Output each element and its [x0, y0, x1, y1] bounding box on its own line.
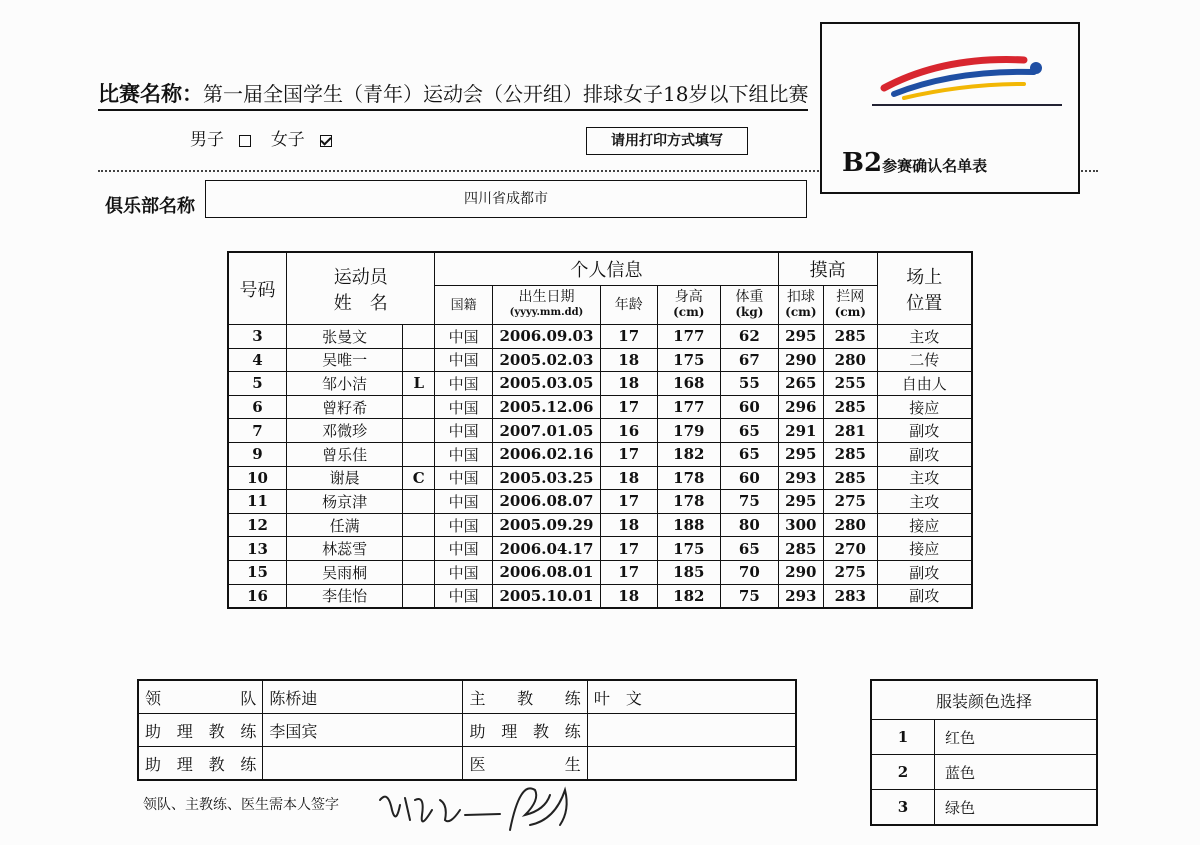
leader-label: 领队: [138, 680, 263, 714]
competition-name: 第一届全国学生（青年）运动会（公开组）排球女子18岁以下组比赛: [203, 82, 809, 106]
player-height: 185: [657, 560, 721, 584]
player-number: 7: [228, 419, 287, 443]
assistant-coach-label: 助理教练: [463, 714, 587, 747]
table-row: [228, 325, 972, 349]
player-number: 6: [228, 395, 287, 419]
player-spike: 295: [778, 442, 823, 466]
player-weight: 67: [721, 348, 779, 372]
uniform-option-color: 绿色: [935, 790, 1098, 826]
uniform-option-number: 2: [871, 755, 935, 790]
uniform-option-row[interactable]: [871, 790, 1097, 826]
header-spike: [778, 286, 823, 325]
doctor-name-field[interactable]: [587, 747, 796, 781]
handwritten-signature-icon: [370, 770, 590, 840]
gender-selection: [190, 125, 346, 150]
player-number: 12: [228, 513, 287, 537]
player-height: 178: [657, 466, 721, 490]
player-weight: 70: [721, 560, 779, 584]
player-number: 11: [228, 490, 287, 514]
player-role: C: [403, 466, 435, 490]
player-position: 接应: [877, 537, 972, 561]
player-role: [403, 395, 435, 419]
player-spike: 293: [778, 466, 823, 490]
player-nationality: 中国: [435, 560, 493, 584]
doctor-label: 医生: [463, 747, 587, 781]
table-row: [228, 537, 972, 561]
leader-name-field[interactable]: 陈桥迪: [263, 680, 463, 714]
head-coach-label: 主教练: [463, 680, 587, 714]
player-weight: 62: [721, 325, 779, 349]
player-age: 18: [600, 348, 657, 372]
header-athlete-line1: 运动员: [333, 266, 388, 288]
assistant-coach-label: 助理教练: [138, 747, 263, 781]
player-position: 主攻: [877, 466, 972, 490]
header-athlete: [287, 252, 435, 325]
player-height: 178: [657, 490, 721, 514]
competition-title: [98, 78, 808, 111]
player-age: 16: [600, 419, 657, 443]
player-dob: 2006.04.17: [492, 537, 600, 561]
header-position-line1: 场上: [906, 266, 943, 288]
player-age: 17: [600, 442, 657, 466]
player-age: 18: [600, 372, 657, 396]
player-weight: 80: [721, 513, 779, 537]
table-row: [228, 490, 972, 514]
table-row: [228, 560, 972, 584]
player-block: 281: [824, 419, 878, 443]
player-role: L: [403, 372, 435, 396]
player-role: [403, 560, 435, 584]
player-weight: 75: [721, 490, 779, 514]
uniform-option-row[interactable]: [871, 720, 1097, 755]
form-title-text: 参赛确认名单表: [882, 157, 988, 175]
player-height: 188: [657, 513, 721, 537]
player-height: 179: [657, 419, 721, 443]
uniform-option-number: 3: [871, 790, 935, 826]
player-weight: 60: [721, 466, 779, 490]
player-nationality: 中国: [435, 372, 493, 396]
player-age: 17: [600, 395, 657, 419]
header-position-line2: 位置: [906, 292, 943, 314]
staff-row: [138, 714, 796, 747]
uniform-title: 服装颜色选择: [871, 680, 1097, 720]
assistant-coach-3-field[interactable]: [587, 714, 796, 747]
player-role: [403, 537, 435, 561]
player-block: 285: [824, 442, 878, 466]
uniform-option-color: 蓝色: [935, 755, 1098, 790]
player-number: 9: [228, 442, 287, 466]
player-nationality: 中国: [435, 490, 493, 514]
player-role: [403, 419, 435, 443]
uniform-option-number: 1: [871, 720, 935, 755]
header-nationality: 国籍: [435, 286, 493, 325]
player-nationality: 中国: [435, 419, 493, 443]
print-note: 请用打印方式填写: [586, 127, 748, 155]
player-block: 255: [824, 372, 878, 396]
player-height: 168: [657, 372, 721, 396]
player-height: 175: [657, 348, 721, 372]
player-role: [403, 584, 435, 608]
player-nationality: 中国: [435, 442, 493, 466]
player-spike: 290: [778, 348, 823, 372]
player-dob: 2007.01.05: [492, 419, 600, 443]
player-role: [403, 513, 435, 537]
player-role: [403, 490, 435, 514]
header-birth-date-format: (yyyy.mm.dd): [509, 307, 584, 318]
player-block: 270: [824, 537, 878, 561]
player-number: 15: [228, 560, 287, 584]
player-position: 副攻: [877, 560, 972, 584]
player-spike: 295: [778, 325, 823, 349]
player-position: 副攻: [877, 419, 972, 443]
player-block: 285: [824, 466, 878, 490]
player-nationality: 中国: [435, 513, 493, 537]
player-role: [403, 348, 435, 372]
player-spike: 296: [778, 395, 823, 419]
table-row: [228, 442, 972, 466]
player-name: 杨京津: [287, 490, 403, 514]
player-position: 接应: [877, 395, 972, 419]
male-label: 男子: [190, 130, 224, 150]
male-checkbox[interactable]: [239, 135, 251, 147]
player-spike: 295: [778, 490, 823, 514]
player-dob: 2005.03.05: [492, 372, 600, 396]
staff-row: [138, 680, 796, 714]
player-number: 13: [228, 537, 287, 561]
player-weight: 75: [721, 584, 779, 608]
player-number: 3: [228, 325, 287, 349]
player-weight: 65: [721, 537, 779, 561]
club-label: 俱乐部名称: [105, 196, 195, 217]
player-dob: 2006.09.03: [492, 325, 600, 349]
header-personal-info: 个人信息: [435, 252, 778, 286]
header-weight-unit: (kg): [735, 305, 764, 319]
player-name: 任满: [287, 513, 403, 537]
player-dob: 2005.12.06: [492, 395, 600, 419]
female-checkbox[interactable]: [320, 135, 332, 147]
player-height: 177: [657, 325, 721, 349]
player-dob: 2006.02.16: [492, 442, 600, 466]
player-role: [403, 325, 435, 349]
player-height: 177: [657, 395, 721, 419]
table-row: [228, 466, 972, 490]
form-title: [842, 148, 987, 178]
header-weight-label: 体重: [735, 289, 764, 305]
uniform-header-row: [871, 680, 1097, 720]
table-row: [228, 395, 972, 419]
header-block: [824, 286, 878, 325]
player-name: 李佳怡: [287, 584, 403, 608]
header-spike-unit: (cm): [785, 305, 817, 319]
player-weight: 65: [721, 419, 779, 443]
player-weight: 60: [721, 395, 779, 419]
player-position: 副攻: [877, 584, 972, 608]
female-label: 女子: [270, 130, 305, 150]
player-spike: 291: [778, 419, 823, 443]
player-dob: 2005.02.03: [492, 348, 600, 372]
player-nationality: 中国: [435, 466, 493, 490]
table-row: [228, 348, 972, 372]
player-spike: 285: [778, 537, 823, 561]
player-spike: 265: [778, 372, 823, 396]
player-position: 主攻: [877, 325, 972, 349]
player-block: 275: [824, 490, 878, 514]
player-height: 182: [657, 584, 721, 608]
player-age: 17: [600, 560, 657, 584]
player-block: 280: [824, 513, 878, 537]
uniform-option-color: 红色: [935, 720, 1098, 755]
player-dob: 2005.09.29: [492, 513, 600, 537]
player-height: 182: [657, 442, 721, 466]
table-row: [228, 513, 972, 537]
player-age: 18: [600, 513, 657, 537]
player-dob: 2006.08.07: [492, 490, 600, 514]
player-position: 二传: [877, 348, 972, 372]
header-block-label: 拦网: [836, 289, 865, 305]
header-athlete-line2: 姓 名: [333, 292, 388, 314]
header-height-label: 身高: [674, 289, 703, 305]
roster-body: [228, 325, 972, 609]
player-nationality: 中国: [435, 395, 493, 419]
player-number: 10: [228, 466, 287, 490]
player-spike: 290: [778, 560, 823, 584]
logo-underline: [872, 104, 1062, 106]
table-row: [228, 419, 972, 443]
player-name: 邹小洁: [287, 372, 403, 396]
header-number: 号码: [228, 252, 287, 325]
header-birth-date-label: 出生日期: [518, 289, 575, 305]
player-height: 175: [657, 537, 721, 561]
roster-table: [227, 251, 973, 609]
player-age: 18: [600, 584, 657, 608]
header-reach: 摸高: [778, 252, 877, 286]
player-name: 邓微珍: [287, 419, 403, 443]
player-number: 16: [228, 584, 287, 608]
table-row: [228, 584, 972, 608]
club-name-field[interactable]: 四川省成都市: [205, 180, 807, 218]
player-name: 曾乐佳: [287, 442, 403, 466]
assistant-coach-1-field[interactable]: 李国宾: [263, 714, 463, 747]
player-nationality: 中国: [435, 348, 493, 372]
player-position: 主攻: [877, 490, 972, 514]
player-block: 283: [824, 584, 878, 608]
header-position: [877, 252, 972, 325]
player-spike: 293: [778, 584, 823, 608]
player-dob: 2005.03.25: [492, 466, 600, 490]
form-code: B2: [842, 148, 883, 178]
player-name: 曾籽希: [287, 395, 403, 419]
player-nationality: 中国: [435, 584, 493, 608]
player-role: [403, 442, 435, 466]
staff-table: [137, 679, 797, 781]
games-logo-icon: [874, 48, 1054, 106]
player-spike: 300: [778, 513, 823, 537]
player-block: 285: [824, 325, 878, 349]
signature-note: 领队、主教练、医生需本人签字: [143, 797, 339, 813]
player-nationality: 中国: [435, 325, 493, 349]
header-age: 年龄: [600, 286, 657, 325]
player-number: 5: [228, 372, 287, 396]
header-block-unit: (cm): [834, 305, 866, 319]
player-dob: 2005.10.01: [492, 584, 600, 608]
player-number: 4: [228, 348, 287, 372]
head-coach-name-field[interactable]: 叶 文: [587, 680, 796, 714]
player-age: 17: [600, 537, 657, 561]
player-name: 谢晨: [287, 466, 403, 490]
player-block: 275: [824, 560, 878, 584]
player-block: 285: [824, 395, 878, 419]
player-weight: 55: [721, 372, 779, 396]
player-position: 副攻: [877, 442, 972, 466]
player-position: 自由人: [877, 372, 972, 396]
uniform-color-table: [870, 679, 1098, 826]
player-age: 17: [600, 325, 657, 349]
player-dob: 2006.08.01: [492, 560, 600, 584]
player-name: 吴雨桐: [287, 560, 403, 584]
header-height: [657, 286, 721, 325]
player-name: 吴唯一: [287, 348, 403, 372]
player-name: 林蕊雪: [287, 537, 403, 561]
competition-label: 比赛名称：: [98, 81, 203, 106]
form-title-box: [820, 22, 1080, 194]
player-block: 280: [824, 348, 878, 372]
header-birth-date: [492, 286, 600, 325]
player-age: 18: [600, 466, 657, 490]
player-nationality: 中国: [435, 537, 493, 561]
player-age: 17: [600, 490, 657, 514]
assistant-coach-label: 助理教练: [138, 714, 263, 747]
uniform-option-row[interactable]: [871, 755, 1097, 790]
player-name: 张曼文: [287, 325, 403, 349]
header-height-unit: (cm): [673, 305, 705, 319]
table-row: [228, 372, 972, 396]
player-position: 接应: [877, 513, 972, 537]
player-weight: 65: [721, 442, 779, 466]
header-spike-label: 扣球: [786, 289, 815, 305]
header-weight: [721, 286, 779, 325]
